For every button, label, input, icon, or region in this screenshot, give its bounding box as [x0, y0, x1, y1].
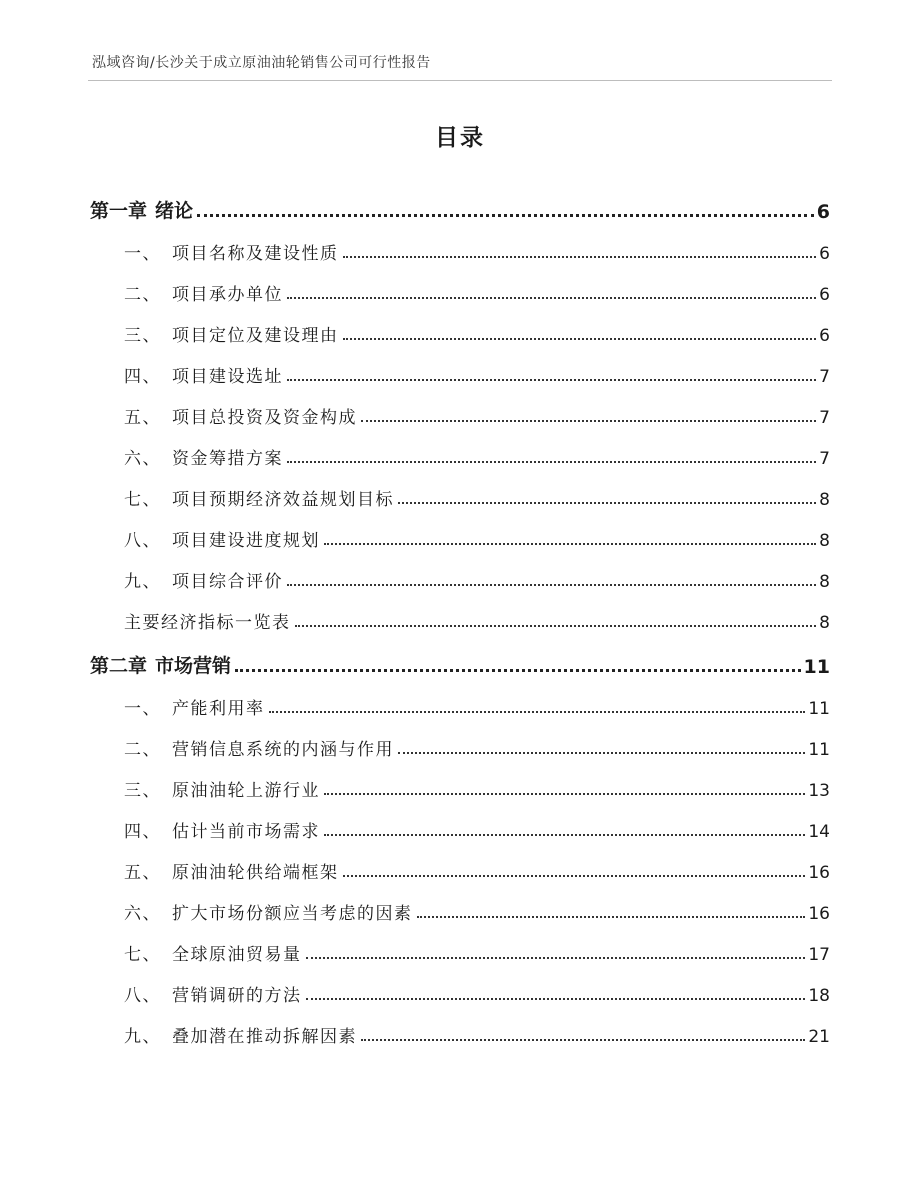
toc-section[interactable]: [90, 842, 830, 883]
toc-section-title: 项目承办单位: [172, 285, 283, 305]
toc-section-title: 原油油轮供给端框架: [172, 863, 339, 883]
toc-section[interactable]: [90, 719, 830, 760]
toc-section-title: 项目总投资及资金构成: [172, 408, 357, 428]
toc-section-label: [124, 735, 394, 760]
toc-page-number: 14: [808, 822, 830, 842]
toc-section[interactable]: [90, 678, 830, 719]
toc-dot-leader: [361, 420, 816, 422]
header-divider: [88, 80, 832, 81]
toc-dot-leader: [269, 711, 806, 713]
toc-page-number: 17: [808, 945, 830, 965]
toc-section-number: 三、: [124, 326, 161, 346]
toc-dot-leader: [324, 543, 816, 545]
toc-page-number: 21: [808, 1027, 830, 1047]
toc-page-number: 6: [816, 201, 830, 223]
toc-dot-leader: [343, 875, 806, 877]
toc-dot-leader: [398, 752, 805, 754]
toc-section-title: 项目建设进度规划: [172, 531, 320, 551]
toc-section-label: [124, 444, 283, 469]
toc-section[interactable]: [90, 965, 830, 1006]
toc-section[interactable]: [90, 428, 830, 469]
toc-page-number: 8: [819, 572, 830, 592]
toc-chapter-title: 市场营销: [155, 655, 232, 677]
toc-section-title: 项目名称及建设性质: [172, 244, 339, 264]
toc-section-title: 项目预期经济效益规划目标: [172, 490, 394, 510]
toc-dot-leader: [361, 1039, 805, 1041]
toc-section-title: 全球原油贸易量: [172, 945, 302, 965]
toc-section-label: [124, 567, 283, 592]
toc-page-number: 16: [808, 904, 830, 924]
toc-section-number: 七、: [124, 490, 161, 510]
toc-section-label: [124, 940, 302, 965]
toc-page-number: 8: [819, 613, 830, 633]
toc-section-label: [124, 817, 320, 842]
toc-section-number: 一、: [124, 244, 161, 264]
toc-section-label: [124, 239, 339, 264]
toc-dot-leader: [287, 461, 816, 463]
toc-section-label: [124, 1022, 357, 1047]
toc-page-number: 6: [819, 244, 830, 264]
toc-chapter-label: [90, 651, 231, 678]
toc-dot-leader: [324, 834, 805, 836]
toc-chapter-number: 第一章: [90, 200, 148, 222]
toc-chapter-label: [90, 196, 193, 223]
toc-section[interactable]: [90, 510, 830, 551]
toc-section-number: 五、: [124, 408, 161, 428]
toc-dot-leader: [197, 214, 814, 217]
toc-chapter-title: 绪论: [155, 200, 194, 222]
toc-section-title: 资金筹措方案: [172, 449, 283, 469]
toc-page-number: 13: [808, 781, 830, 801]
toc-section-label: [124, 858, 339, 883]
toc-chapter[interactable]: [90, 182, 830, 223]
toc-page-number: 7: [819, 408, 830, 428]
toc-list: [90, 178, 830, 1047]
toc-dot-leader: [324, 793, 805, 795]
toc-dot-leader: [398, 502, 816, 504]
toc-page-number: 7: [819, 449, 830, 469]
toc-section-title: 扩大市场份额应当考虑的因素: [172, 904, 413, 924]
toc-section-label: [124, 321, 339, 346]
toc-section-number: 六、: [124, 904, 161, 924]
toc-section-number: 八、: [124, 531, 161, 551]
toc-section-number: 七、: [124, 945, 161, 965]
toc-section-label: [124, 280, 283, 305]
toc-section-label: [124, 981, 302, 1006]
toc-page-number: 6: [819, 326, 830, 346]
toc-section[interactable]: [90, 592, 830, 633]
toc-page-number: 16: [808, 863, 830, 883]
toc-section-number: 六、: [124, 449, 161, 469]
toc-section[interactable]: [90, 551, 830, 592]
toc-dot-leader: [306, 957, 806, 959]
page-header: 泓域咨询/长沙关于成立原油油轮销售公司可行性报告: [92, 55, 431, 71]
toc-title: 目录: [435, 125, 485, 151]
toc-section-number: 一、: [124, 699, 161, 719]
toc-section-label: [124, 526, 320, 551]
toc-dot-leader: [306, 998, 806, 1000]
toc-chapter-number: 第二章: [90, 655, 148, 677]
toc-section-title: 原油油轮上游行业: [172, 781, 320, 801]
toc-section[interactable]: [90, 305, 830, 346]
toc-chapter[interactable]: [90, 637, 830, 678]
toc-section-label: [124, 485, 394, 510]
toc-dot-leader: [417, 916, 806, 918]
toc-section-label: [124, 776, 320, 801]
toc-section-label: [124, 403, 357, 428]
toc-page-number: 8: [819, 490, 830, 510]
toc-section-label: [124, 694, 265, 719]
toc-section-number: 五、: [124, 863, 161, 883]
toc-dot-leader: [343, 338, 817, 340]
toc-dot-leader: [287, 584, 816, 586]
toc-section[interactable]: [90, 264, 830, 305]
toc-section[interactable]: [90, 924, 830, 965]
toc-section[interactable]: [90, 883, 830, 924]
toc-section-title: 项目定位及建设理由: [172, 326, 339, 346]
toc-section[interactable]: [90, 346, 830, 387]
toc-section[interactable]: [90, 760, 830, 801]
toc-section-number: 九、: [124, 572, 161, 592]
toc-page-number: 11: [808, 740, 830, 760]
toc-page-number: 8: [819, 531, 830, 551]
toc-section-label: [124, 608, 291, 633]
toc-dot-leader: [287, 297, 816, 299]
toc-page-number: 11: [803, 656, 830, 678]
toc-dot-leader: [287, 379, 816, 381]
toc-page-number: 6: [819, 285, 830, 305]
toc-dot-leader: [295, 625, 817, 627]
toc-page-number: 7: [819, 367, 830, 387]
toc-section-number: 九、: [124, 1027, 161, 1047]
toc-section-title: 营销调研的方法: [172, 986, 302, 1006]
toc-section[interactable]: [90, 387, 830, 428]
toc-dot-leader: [235, 669, 801, 672]
toc-section-number: 四、: [124, 822, 161, 842]
toc-section-number: 三、: [124, 781, 161, 801]
toc-section[interactable]: [90, 801, 830, 842]
toc-section-number: 四、: [124, 367, 161, 387]
toc-section-number: 二、: [124, 740, 161, 760]
toc-section[interactable]: [90, 469, 830, 510]
toc-section-label: [124, 362, 283, 387]
toc-dot-leader: [343, 256, 817, 258]
toc-section-title: 叠加潜在推动拆解因素: [172, 1027, 357, 1047]
toc-section-title: 主要经济指标一览表: [124, 613, 291, 633]
toc-section-title: 营销信息系统的内涵与作用: [172, 740, 394, 760]
toc-section-label: [124, 899, 413, 924]
toc-section[interactable]: [90, 223, 830, 264]
toc-section-title: 项目建设选址: [172, 367, 283, 387]
toc-section-title: 估计当前市场需求: [172, 822, 320, 842]
toc-page-number: 18: [808, 986, 830, 1006]
toc-section[interactable]: [90, 1006, 830, 1047]
toc-section-title: 项目综合评价: [172, 572, 283, 592]
toc-section-number: 二、: [124, 285, 161, 305]
toc-section-title: 产能利用率: [172, 699, 265, 719]
toc-section-number: 八、: [124, 986, 161, 1006]
toc-page-number: 11: [808, 699, 830, 719]
